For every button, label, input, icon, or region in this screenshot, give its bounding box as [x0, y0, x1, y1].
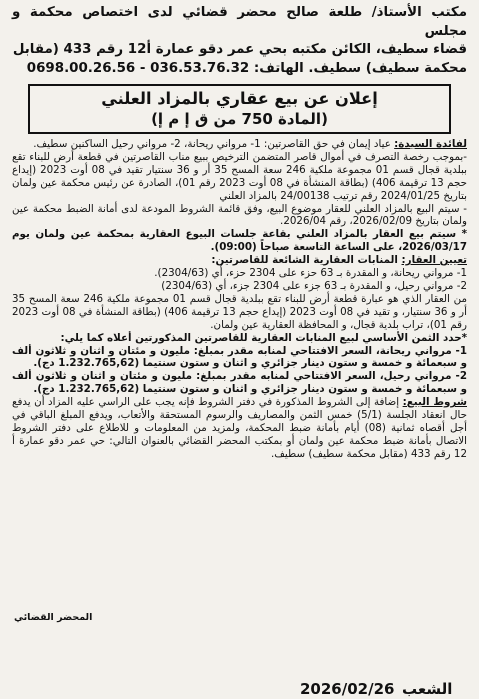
- sale-terms-paragraph: [12, 396, 467, 461]
- share-item-2: 2- مرواني رحيل، و المقدرة بـ 63 جزء على 2304 جزء، أي (2304/63): [161, 279, 467, 292]
- bailiff-header: [12, 4, 467, 78]
- newspaper-name: الشعب: [402, 680, 453, 698]
- newspaper-footer: [0, 679, 479, 699]
- beneficiary-text: عياد إيمان في حق القاصرتين: 1- مرواني ريحانة، 2- مرواني رحيل الساكنين سطيف.: [33, 138, 395, 150]
- property-designation-paragraph: [12, 254, 467, 267]
- beneficiary-label: لفائدة السيدة:: [394, 138, 467, 150]
- share-item-1: 1- مرواني ريحانة، و المقدرة بـ 63 حزء على 2304 حزء، أي (2304/63).: [154, 267, 467, 280]
- publication-date: 2026/02/26: [300, 680, 395, 698]
- sale-date-paragraph: * سيتم بيع العقار بالمزاد العلني بقاعة جلسات البيوع العقارية بمحكمة عين ولمان يوم 2026/03/17، على الساعة التاسعة صباحاً (09:00).: [12, 228, 467, 254]
- sale-terms-text: إضافة إلى الشروط المذكورة في دفتر الشروط فإنه يجب على الراسي عليه المزاد أن يدفع حال انعقاد الجلسة (5/1) خمس الثمن والمصاريف والرسوم المستحقة والأتعاب، ويدفع المبلغ الباقي في أجل أقصاه ثمانية (08) أيام بأمانة ضبط المحكمة، ولمزيد من المعلومات و للاطلاع على دفتر الشروط الاتصال بأمانة ضبط محكمة عين ولمان أو بمكتب المحضر القضائي بالعنوان التالي: حي عمر دقو عمارة أ 12 رقم 433 (مقابل محكمة سطيف) سطيف.: [12, 396, 467, 460]
- notice-title-box: [28, 84, 451, 134]
- header-line-1: مكتب الأستاذ/ طلعة صالح محضر قضائي لدى اختصاص محكمة و مجلس: [12, 5, 467, 39]
- bailiff-signature: المحضر القضائي: [14, 612, 93, 623]
- notice-title: إعلان عن بيع عقاري بالمزاد العلني: [101, 89, 378, 108]
- base-price-heading: *حدد الثمن الأساسي لبيع المنابات العقارية للقاصرتين المذكورتين أعلاه كما يلي:: [60, 331, 467, 344]
- sale-terms-label: شروط البيع:: [402, 396, 467, 409]
- notice-body: [12, 138, 467, 461]
- conditions-deposit-paragraph: - سيتم البيع بالمزاد العلني للعقار موضوع البيع، وفق قائمة الشروط المودعة لدى أمانة الضبط محكمة عين ولمان بتاريخ 2026/02/09، رقم 2026/04.: [12, 202, 467, 228]
- beneficiary-paragraph: [12, 138, 467, 151]
- price-item-1: 1- مرواني ريحانة، السعر الافتتاحي لمنابه مقدر بمبلغ: مليون و مئتان و اثنان و ثلاثون ألف و سبعمائة و خمسة و ستون دينار جزائري و اثنان و ستون سنتيما (1.232.765,62 دج).: [12, 344, 467, 370]
- price-item-2: 2- مرواني رحيل، السعر الافتتاحي لمنابه مقدر بمبلغ: مليون و مئتان و اثنان و ثلاثون ألف و سبعمائة و خمسة و ستون دينار جزائري و اثنان و ستون سنتيما (1.232.765,62 دج).: [12, 370, 467, 396]
- header-line-2: قضاء سطيف، الكائن مكتبه بحي عمر دقو عمارة أ12 رقم 433 (مقابل: [12, 42, 467, 57]
- property-designation-text: المنابات العقارية الشائعة للقاصرتين:: [211, 254, 402, 267]
- land-description-paragraph: من العقار الذي هو عبارة قطعة أرض للبناء تقع ببلدية قجال قسم 01 مجموعة ملكية 246 سعة المسح 35 أر و 36 سنتيار، و تقيد في 08 أوت 2023 (إيداع حجم 13 ترقيمة 406) (بطاقة المنشأة في 08 أوت 2023 رقم 01)، تراب بلدية قجال، و المحافظة العقارية عين ولمان.: [12, 292, 468, 331]
- authorization-paragraph: -بموجب رخصة التصرف في أموال قاصر المتضمن الترخيص ببيع مناب القاصرتين في قطعة أرض للبناء تقع ببلدية قجال قسم 01 مجموعة ملكية 246 سعة المسح 35 أر و 36 سنتيار تقيد في 08 أوت 2023 (إيداع حجم 13 ترقيمة 406) (بطاقة المنشأة في 08 أوت 2023 رقم 01)، الصادرة عن رئيس محكمة عين ولمان بتاريخ 2024/01/25 رقم ترتيب 24/00138 بالمزاد العلني: [12, 150, 467, 202]
- property-designation-label: تعيين العقار:: [401, 254, 467, 267]
- notice-subtitle: (المادة 750 من ق إ م إ): [151, 110, 328, 128]
- header-line-3: محكمة سطيف) سطيف. الهاتف: 036.53.76.32 - 0698.00.26.56: [26, 60, 467, 76]
